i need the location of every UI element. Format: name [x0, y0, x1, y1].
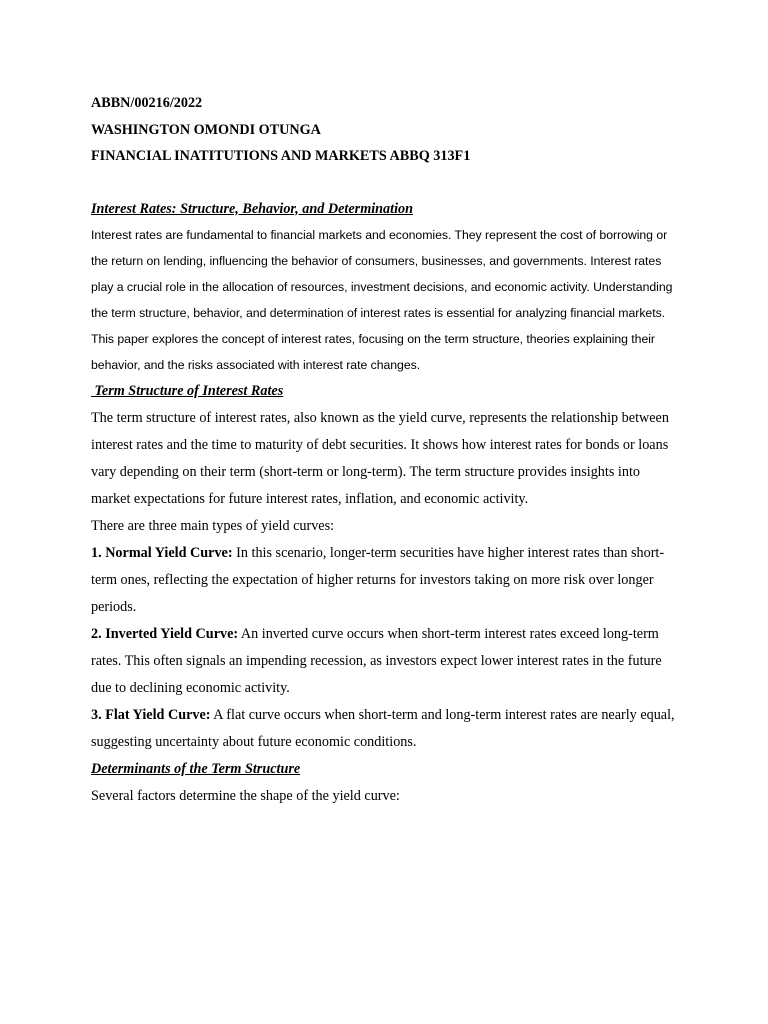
list-item-text: In this scenario, longer-term securities have higher interest rates than short-term ones, reflecting the expectation of higher returns for investors taking on more risk over longer periods. — [91, 544, 665, 615]
determinants-paragraph: Several factors determine the shape of the yield curve: — [91, 787, 400, 804]
term-structure-heading: Term Structure of Interest Rates — [91, 382, 284, 399]
list-item-flat-yield-curve — [91, 702, 681, 756]
spacer — [91, 170, 681, 196]
list-item-label: 2. Inverted Yield Curve: — [91, 625, 239, 642]
list-item-normal-yield-curve — [91, 540, 681, 621]
term-structure-paragraph: The term structure of interest rates, also known as the yield curve, represents the relationship between interest rates and the time to maturity of debt securities. It shows how interest rates for bonds or loans vary depending on their term (short-term or long-term). The term structure provides insights into market expectations for future interest rates, inflation, and economic activity. — [91, 409, 669, 507]
student-name: WASHINGTON OMONDI OTUNGA — [91, 121, 321, 138]
paper-title: Interest Rates: Structure, Behavior, and Determination — [91, 200, 414, 217]
list-item-label: 1. Normal Yield Curve: — [91, 544, 233, 561]
list-item-text: A flat curve occurs when short-term and long-term interest rates are nearly equal, suggesting uncertainty about future economic conditions. — [91, 706, 675, 750]
course-title: FINANCIAL INATITUTIONS AND MARKETS ABBQ 313F1 — [91, 148, 471, 164]
student-id: ABBN/00216/2022 — [91, 95, 203, 111]
list-item-text: An inverted curve occurs when short-term interest rates exceed long-term rates. This often signals an impending recession, as investors expect lower interest rates in the future due to declining economic activity. — [91, 625, 662, 696]
yield-curve-types-intro: There are three main types of yield curves: — [91, 517, 335, 534]
determinants-heading: Determinants of the Term Structure — [91, 760, 301, 777]
list-item-label: 3. Flat Yield Curve: — [91, 706, 211, 723]
intro-paragraph: Interest rates are fundamental to financial markets and economies. They represent the cost of borrowing or the return on lending, influencing the behavior of consumers, businesses, and governments. Interest rates play a crucial role in the allocation of resources, investment decisions, and economic activity. Understanding the term structure, behavior, and determination of interest rates is essential for analyzing financial markets. This paper explores the concept of interest rates, focusing on the term structure, theories explaining their behavior, and the risks associated with interest rate changes. — [91, 227, 673, 372]
list-item-inverted-yield-curve — [91, 621, 681, 702]
document-body — [91, 90, 681, 810]
